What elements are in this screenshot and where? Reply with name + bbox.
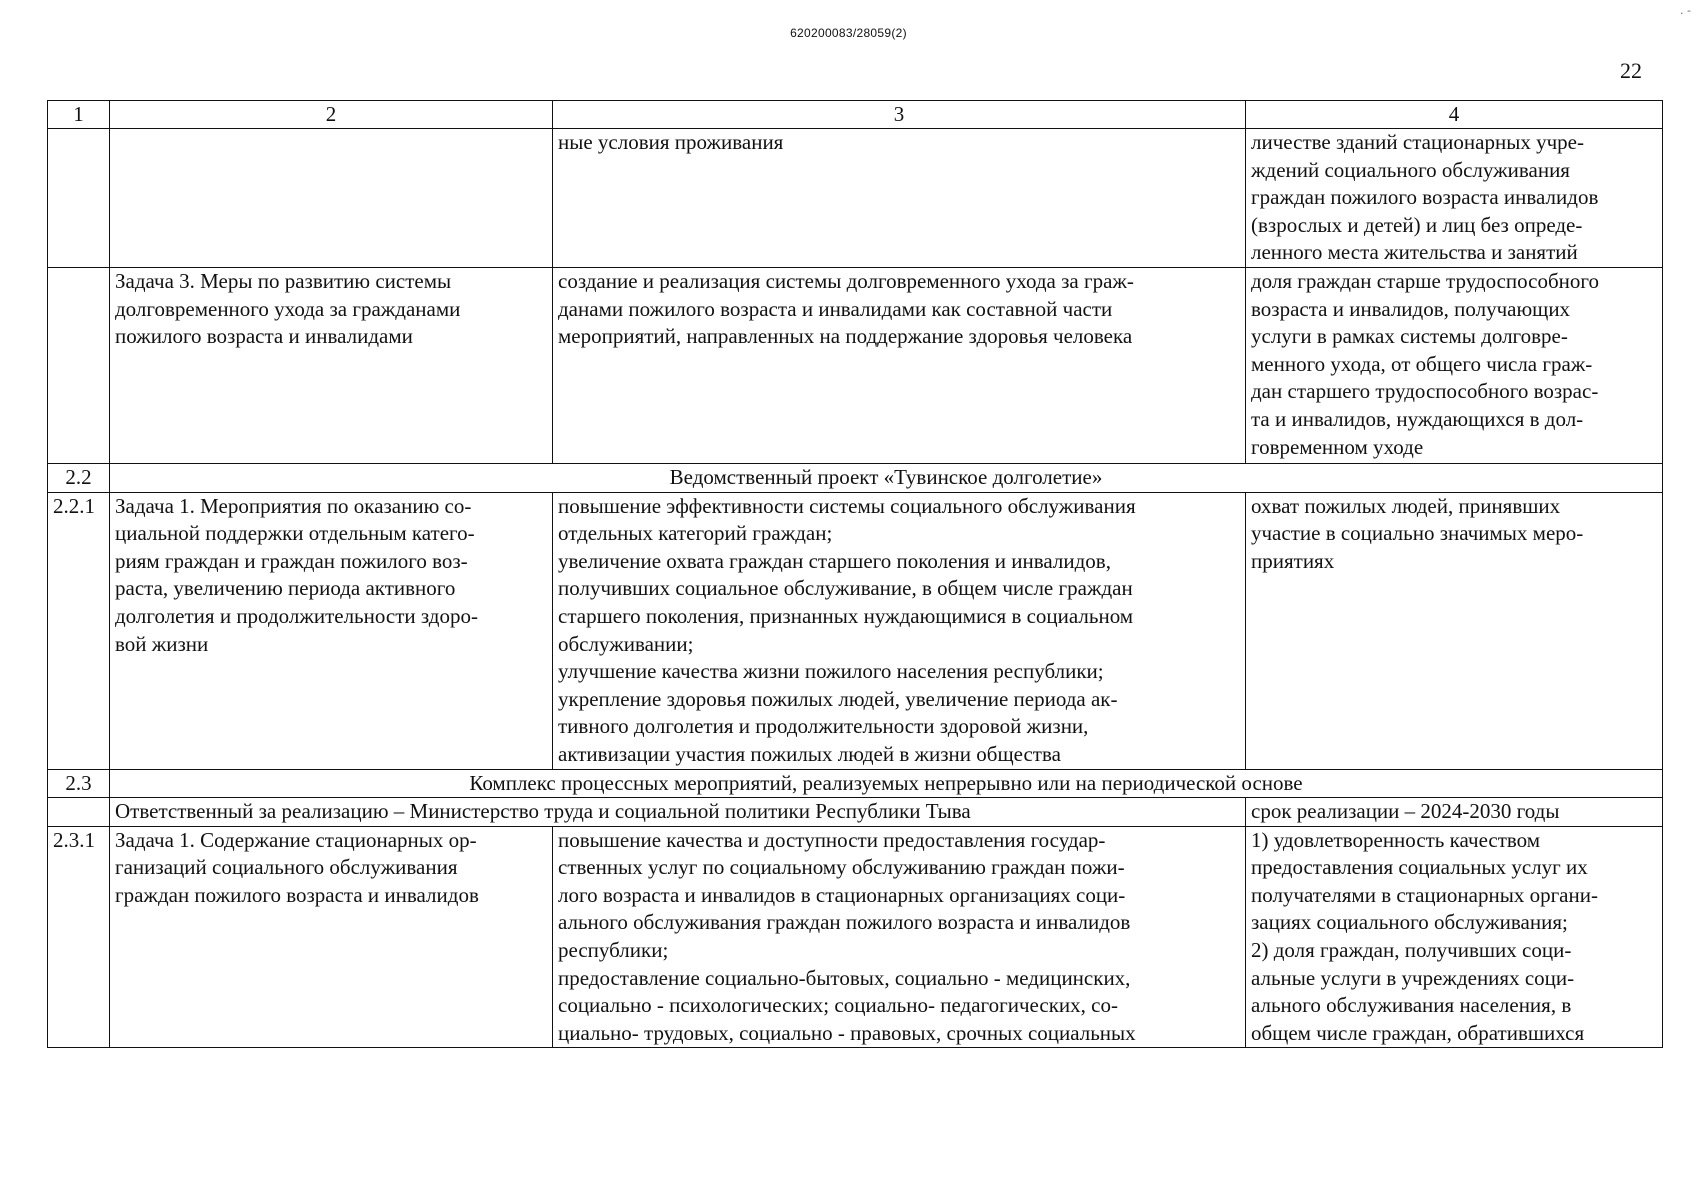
text-line: общем числе граждан, обратившихся	[1251, 1020, 1585, 1045]
text-line: обслуживании;	[558, 631, 694, 656]
text-line: 2) доля граждан, получивших соци-	[1251, 938, 1572, 963]
section-row-2-3	[48, 769, 1663, 798]
text-line: предоставления социальных услуг их	[1251, 855, 1588, 880]
header-col-4: 4	[1246, 101, 1663, 129]
text-line: доля граждан старше трудоспособного	[1251, 268, 1600, 293]
text-line: зациях социального обслуживания;	[1251, 910, 1568, 935]
text-line: Задача 1. Содержание стационарных ор-	[115, 827, 477, 852]
header-col-1: 1	[48, 101, 110, 129]
text-line: дан старшего трудоспособного возрас-	[1251, 379, 1599, 404]
text-line: охват пожилых людей, принявших	[1251, 493, 1561, 518]
text-line: ные условия проживания	[558, 130, 784, 154]
cell-task	[110, 492, 553, 769]
text-line: (взрослых и детей) и лиц без опреде-	[1251, 212, 1583, 237]
document-id: 620200083/28059(2)	[790, 26, 907, 40]
section-row-2-2	[48, 463, 1663, 492]
cell-num: 2.2.1	[48, 492, 110, 769]
section-title: Ведомственный проект «Тувинское долголетие»	[110, 463, 1663, 492]
cell-num: 2.3	[48, 769, 110, 798]
text-line: улучшение качества жизни пожилого населения республики;	[558, 659, 1104, 684]
text-line: социально - психологических; социально- педагогических, со-	[558, 993, 1118, 1018]
cell-result	[553, 267, 1246, 463]
cell-num	[48, 129, 110, 268]
text-line: участие в социально значимых меро-	[1251, 521, 1584, 546]
text-line: отдельных категорий граждан;	[558, 521, 833, 546]
text-line: лого возраста и инвалидов в стационарных организациях соци-	[558, 882, 1126, 907]
text-line: мероприятий, направленных на поддержание здоровья человека	[558, 324, 1133, 349]
cell-num	[48, 267, 110, 463]
text-line: 1) удовлетворенность качеством	[1251, 827, 1541, 852]
cell-indicator	[1246, 129, 1663, 268]
text-line: циальной поддержки отдельным катего-	[115, 521, 475, 546]
table-row-2-3-1	[48, 826, 1663, 1048]
text-line: долголетия и продолжительности здоро-	[115, 603, 478, 628]
text-line: получивших социальное обслуживание, в общем числе граждан	[558, 576, 1133, 601]
text-line: ганизаций социального обслуживания	[115, 855, 458, 880]
text-line: ждений социального обслуживания	[1251, 157, 1570, 182]
responsible-text: Ответственный за реализацию – Министерство труда и социальной политики Республики Тыва	[110, 798, 1246, 827]
text-line: альные услуги в учреждениях соци-	[1251, 965, 1575, 990]
text-line: ственных услуг по социальному обслуживанию граждан пожи-	[558, 855, 1125, 880]
text-line: риям граждан и граждан пожилого воз-	[115, 548, 468, 573]
cell-result	[553, 826, 1246, 1048]
edge-mark: . -	[1680, 4, 1691, 17]
cell-task	[110, 826, 553, 1048]
section-title: Комплекс процессных мероприятий, реализуемых непрерывно или на периодической основе	[110, 769, 1663, 798]
text-line: тивного долголетия и продолжительности здоровой жизни,	[558, 714, 1089, 739]
table-row-continuation	[48, 129, 1663, 268]
header-col-2: 2	[110, 101, 553, 129]
cell-indicator	[1246, 267, 1663, 463]
cell-task	[110, 267, 553, 463]
text-line: циально- трудовых, социально - правовых, срочных социальных	[558, 1020, 1136, 1045]
text-line: ленного места жительства и занятий	[1251, 240, 1578, 265]
cell-num	[48, 798, 110, 827]
cell-num: 2.2	[48, 463, 110, 492]
text-line: возраста и инвалидов, получающих	[1251, 296, 1571, 321]
text-line: укрепление здоровья пожилых людей, увеличение периода ак-	[558, 686, 1118, 711]
text-line: ального обслуживания граждан пожилого возраста и инвалидов	[558, 910, 1131, 935]
text-line: получателями в стационарных органи-	[1251, 882, 1598, 907]
text-line: вой жизни	[115, 631, 209, 656]
text-line: республики;	[558, 938, 669, 963]
cell-result	[553, 129, 1246, 268]
text-line: ального обслуживания населения, в	[1251, 993, 1572, 1018]
cell-indicator	[1246, 826, 1663, 1048]
header-row	[48, 101, 1663, 129]
text-line: активизации участия пожилых людей в жизни общества	[558, 741, 1061, 766]
text-line: граждан пожилого возраста инвалидов	[1251, 185, 1599, 210]
text-line: пожилого возраста и инвалидами	[115, 324, 413, 349]
text-line: говременном уходе	[1251, 434, 1424, 459]
text-line: повышение качества и доступности предоставления государ-	[558, 827, 1106, 852]
responsible-row	[48, 798, 1663, 827]
page-number: 22	[1620, 58, 1642, 83]
text-line: менного ухода, от общего числа граж-	[1251, 351, 1593, 376]
table-row-2-2-1	[48, 492, 1663, 769]
cell-num: 2.3.1	[48, 826, 110, 1048]
header-col-3: 3	[553, 101, 1246, 129]
text-line: Задача 3. Меры по развитию системы	[115, 268, 452, 293]
text-line: Задача 1. Мероприятия по оказанию со-	[115, 493, 472, 518]
cell-task	[110, 129, 553, 268]
implementation-term: срок реализации – 2024-2030 годы	[1246, 798, 1663, 827]
text-line: та и инвалидов, нуждающихся в дол-	[1251, 406, 1584, 431]
text-line: создание и реализация системы долговременного ухода за граж-	[558, 268, 1134, 293]
cell-result	[553, 492, 1246, 769]
text-line: предоставление социально-бытовых, социально - медицинских,	[558, 965, 1131, 990]
table-row-task3	[48, 267, 1663, 463]
text-line: долговременного ухода за гражданами	[115, 296, 461, 321]
text-line: старшего поколения, признанных нуждающимися в социальном	[558, 603, 1134, 628]
cell-indicator	[1246, 492, 1663, 769]
text-line: услуги в рамках системы долговре-	[1251, 324, 1568, 349]
text-line: данами пожилого возраста и инвалидами как составной части	[558, 296, 1113, 321]
program-table	[47, 100, 1663, 1048]
text-line: приятиях	[1251, 548, 1335, 573]
text-line: увеличение охвата граждан старшего поколения и инвалидов,	[558, 548, 1111, 573]
text-line: граждан пожилого возраста и инвалидов	[115, 882, 479, 907]
text-line: раста, увеличению периода активного	[115, 576, 456, 601]
text-line: повышение эффективности системы социального обслуживания	[558, 493, 1136, 518]
text-line: личестве зданий стационарных учре-	[1251, 130, 1584, 154]
